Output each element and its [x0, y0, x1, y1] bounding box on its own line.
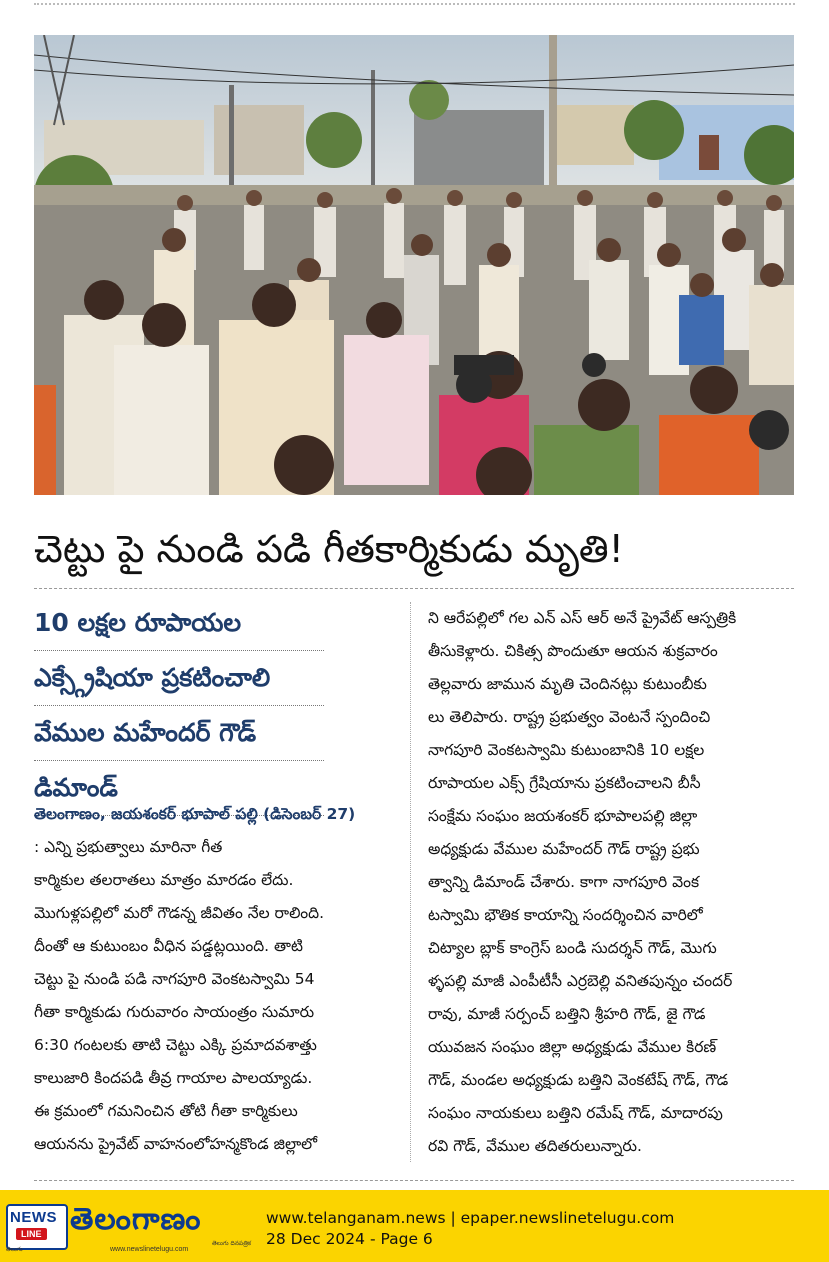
text-line: గౌడ్, మండల అధ్యక్షుడు బత్తిని వెంకటేష్ గౌడ్, గౌడ: [428, 1071, 729, 1089]
text-line: అధ్యక్షుడు వేముల మహేందర్ గౌడ్ రాష్ట్ర ప్రభు: [428, 840, 700, 858]
logo-line-text: LINE: [16, 1228, 47, 1240]
text-line: దీంతో ఆ కుటుంబం వీధిన పడ్డట్లయింది. తాటి: [34, 937, 303, 955]
text-line: సంఘం నాయకులు బత్తిని రమేష్ గౌడ్, మాదారపు: [428, 1104, 723, 1122]
text-line: ఆయనను ప్రైవేట్ వాహనంలోహన్మకొండ జిల్లాలో: [34, 1135, 318, 1153]
text-line: ఈ క్రమంలో గమనించిన తోటి గీతా కార్మికులు: [34, 1102, 298, 1120]
subheadline-line: వేముల మహేందర్ గౌడ్: [34, 706, 324, 761]
news-photo: [34, 35, 794, 495]
text-line: ళ్ళపల్లి మాజీ ఎంపీటీసీ ఎర్రబెల్లి వనితపున్నం చందర్: [428, 972, 733, 990]
column-rule: [410, 602, 411, 1162]
text-line: రూపాయల ఎక్స్ గ్రేషియాను ప్రకటించాలని బీసీ: [428, 774, 701, 792]
footer-date-page: 28 Dec 2024 - Page 6: [266, 1230, 433, 1248]
footer-bar: [0, 1190, 829, 1262]
subheadline-line: ఎక్స్గ్రేషియా ప్రకటించాలి: [34, 651, 324, 706]
footer-divider: [34, 1180, 794, 1181]
brand-tagline: తెలుగు దినపత్రిక: [212, 1240, 252, 1247]
dateline: తెలంగాణం, జయశంకర్ భూపాల్ పల్లి (డిసెంబర్ 27): [34, 805, 356, 823]
logo-telugu-text: తెలుగు: [6, 1246, 23, 1253]
subheadline-line: 10 లక్షల రూపాయల: [34, 596, 324, 651]
footer-sites[interactable]: www.telanganam.news | epaper.newslinetelugu.com: [266, 1209, 675, 1227]
text-line: సంక్షేమ సంఘం జయశంకర్ భూపాలపల్లి జిల్లా: [428, 807, 698, 825]
text-line: కార్మికుల తలరాతలు మాత్రం మారడం లేదు.: [34, 871, 294, 889]
subheadline: [34, 596, 324, 816]
news-line-logo[interactable]: [6, 1204, 68, 1250]
logo-news-text: NEWS: [10, 1209, 57, 1226]
crowd-scene-illustration: [34, 35, 794, 495]
text-line: : ఎన్ని ప్రభుత్వాలు మారినా గీత: [34, 838, 223, 856]
text-line: 6:30 గంటలకు తాటి చెట్టు ఎక్కి ప్రమాదవశాత్తు: [34, 1036, 317, 1054]
text-line: మొగుళ్లపల్లిలో మరో గౌడన్న జీవితం నేల రాలింది.: [34, 904, 325, 922]
text-line: తీసుకెళ్లారు. చికిత్స పొందుతూ ఆయన శుక్రవారం: [428, 642, 718, 660]
article-left-column: [34, 798, 396, 1161]
text-line: లు తెలిపారు. రాష్ట్ర ప్రభుత్వం వెంటనే స్పందించి: [428, 708, 711, 726]
text-line: చిట్యాల బ్లాక్ కాంగ్రెస్ బండి సుదర్శన్ గౌడ్, మొగు: [428, 939, 717, 957]
text-line: రవి గౌడ్, వేముల తదితరులున్నారు.: [428, 1137, 642, 1155]
text-line: తెల్లవారు జామున మృతి చెందినట్లు కుటుంబీకు: [428, 675, 707, 693]
subheadline-line: డిమాండ్: [34, 761, 324, 816]
text-line: గీతా కార్మికుడు గురువారం సాయంత్రం సుమారు: [34, 1003, 315, 1021]
text-line: యువజన సంఘం జిల్లా అధ్యక్షుడు వేముల కిరణ్: [428, 1038, 717, 1056]
text-line: కాలుజారి కిందపడి తీవ్ర గాయాల పాలయ్యాడు.: [34, 1069, 313, 1087]
text-line: టస్వామి భౌతిక కాయాన్ని సందర్శించిన వారిలో: [428, 906, 703, 924]
headline: చెట్టు పై నుండి పడి గీతకార్మికుడు మృతి!: [34, 527, 624, 571]
text-line: ని ఆరేపల్లిలో గల ఎన్ ఎస్ ఆర్ అనే ప్రైవేట్ ఆస్పత్రికి: [428, 609, 737, 627]
headline-divider: [34, 588, 794, 589]
text-line: చెట్టు పై నుండి పడి నాగపూరి వెంకటస్వామి 54: [34, 970, 315, 988]
top-border: [34, 3, 795, 5]
text-line: రావు, మాజీ సర్పంచ్ బత్తిని శ్రీహరి గౌడ్, జై గౌడ: [428, 1005, 706, 1023]
text-line: త్వాన్ని డిమాండ్ చేశారు. కాగా నాగపూరి వెంక: [428, 873, 700, 891]
text-line: నాగపూరి వెంకటస్వామి కుటుంబానికి 10 లక్షల: [428, 741, 705, 759]
article-right-column: [428, 602, 794, 1163]
brand-url[interactable]: www.newslinetelugu.com: [110, 1246, 189, 1253]
brand-title: తెలంగాణం: [70, 1202, 202, 1237]
text-line: [34, 798, 396, 831]
